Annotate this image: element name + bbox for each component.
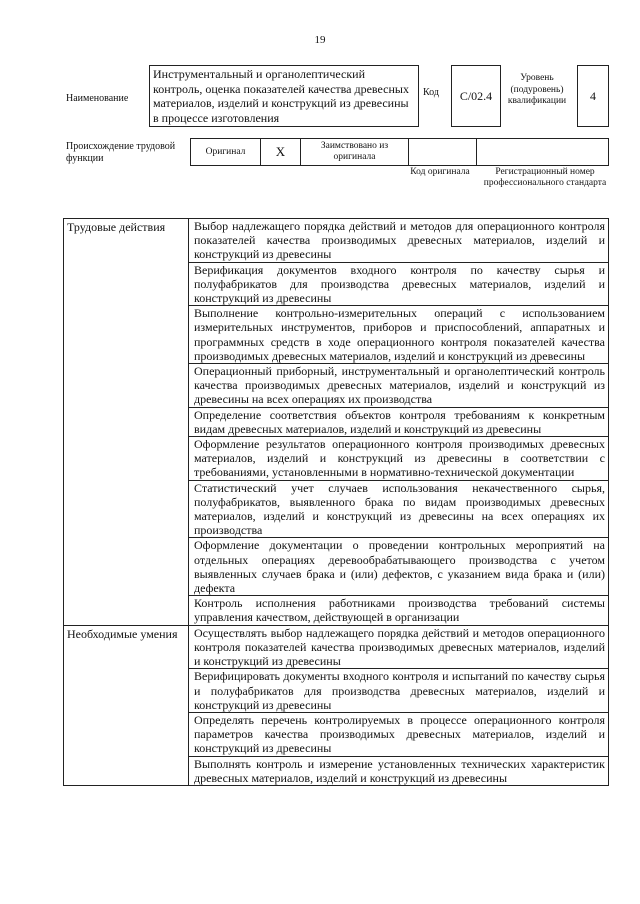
table-row [64, 625, 609, 669]
section-item: Верифицировать документы входного контроля и испытаний по качеству сырья и полуфабрикатов для производства древесных материалов, изделий и конструкций из древесины [189, 669, 609, 713]
original-mark: X [260, 138, 300, 166]
page-number: 19 [314, 34, 326, 46]
section-label: Трудовые действия [64, 219, 189, 626]
section-item: Определять перечень контролируемых в процессе операционного контроля параметров качества производимых древесных материалов, изделий и конструкций из древесины [189, 712, 609, 756]
section-label: Необходимые умения [64, 625, 189, 785]
section-item: Осуществлять выбор надлежащего порядка действий и методов операционного контроля показателей качества производимых древесных материалов, изделий и конструкций из древесины [189, 625, 609, 669]
function-name: Инструментальный и органолептический контроль, оценка показателей качества древесных материалов, изделий и конструкций из древесины в процессе изготовления [149, 65, 419, 127]
code-label: Код [423, 87, 439, 98]
section-item: Определение соответствия объектов контроля требованиям к конкретным видам древесных материалов, изделий и конструкций из древесины [189, 407, 609, 436]
functions-table [63, 218, 609, 786]
reg-number-cell [476, 138, 609, 166]
original-code-cell [408, 138, 476, 166]
section-item: Статистический учет случаев использования некачественного сырья, полуфабрикатов, выявленного брака по видам производимых древесных материалов, изделий и конструкций из древесины на всех операциях их производства [189, 480, 609, 538]
section-item: Операционный приборный, инструментальный и органолептический контроль качества производимых древесных материалов, изделий и конструкций из древесины на всех операциях их производства [189, 364, 609, 408]
section-item: Выполнять контроль и измерение установленных технических характеристик древесных материалов, изделий и конструкций из древесины [189, 756, 609, 785]
section-item: Оформление результатов операционного контроля производимых древесных материалов, изделий и конструкций из древесины в соответствии с требованиями, установленными в нормативно-технической документации [189, 437, 609, 481]
section-item: Выбор надлежащего порядка действий и методов для операционного контроля показателей качества производимых древесных материалов, изделий и конструкций из древесины [189, 219, 609, 263]
section-item: Верификация документов входного контроля по качеству сырья и полуфабрикатов для производства древесных материалов, изделий и конструкций из древесины [189, 262, 609, 306]
level-value: 4 [577, 65, 609, 127]
name-label: Наименование [66, 93, 129, 104]
origin-label: Происхождение трудовой функции [66, 141, 176, 164]
code-value: С/02.4 [451, 65, 501, 127]
code-caption: Код оригинала [410, 167, 470, 177]
section-item: Выполнение контрольно-измерительных операций с использованием измерительных инструментов, приборов и приспособлений, аппаратных и программных средств в ходе операционного контроля показателей качества производимых древесных материалов, изделий и конструкций из древесины [189, 306, 609, 364]
table-row [64, 219, 609, 263]
reg-caption: Регистрационный номер профессионального стандарта [483, 167, 607, 188]
level-label: Уровень (подуровень) квалификации [507, 73, 567, 106]
borrowed-label: Заимствовано из оригинала [300, 138, 408, 166]
section-item: Контроль исполнения работниками производства требований системы управления качеством, действующей в организации [189, 596, 609, 625]
section-item: Оформление документации о проведении контрольных мероприятий на отдельных операциях деревообрабатывающего производства с учетом выявленных случаев брака и (или) дефектов, с указанием вида брака и (или) дефекта [189, 538, 609, 596]
original-label: Оригинал [190, 138, 260, 166]
origin-row [190, 138, 609, 166]
